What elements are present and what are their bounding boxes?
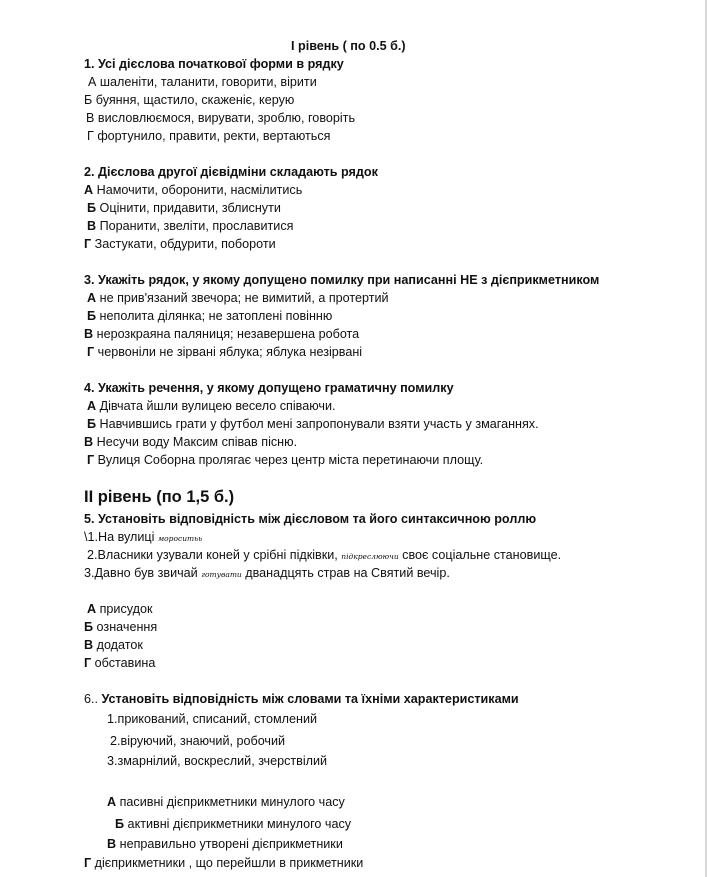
q5-sentence-2-verb: підкреслюючи [341,552,399,561]
q5-answer-g: Г обставина [84,656,156,670]
q6-item-1: 1.прикований, списаний, стомлений [107,712,318,726]
q6-answer-g: Г дієприкметники , що перейшли в прикметники [84,856,364,870]
q1-option-a: А шаленіти, таланити, говорити, вірити [88,75,317,89]
q5-sentence-3: 3.Давно був звичай готувати дванадцять страв на Святий вечір. [84,566,450,580]
level2-title: ІІ рівень (по 1,5 б.) [84,488,235,506]
q2-question: 2. Дієслова другої дієвідміни складають рядок [84,165,378,179]
q2-option-b: Б Оцінити, придавити, зблиснути [87,201,281,215]
q5-answer-a: А присудок [87,602,153,616]
q3-question: 3. Укажіть рядок, у якому допущено помилку при написанні НЕ з дієприкметником [84,273,600,287]
level1-title: І рівень ( по 0.5 б.) [291,39,406,53]
q1-option-g: Г фортунило, правити, ректи, вертаються [87,129,331,143]
q6-item-2: 2.віруючий, знаючий, робочий [110,734,286,748]
q2-option-g: Г Застукати, обдурити, побороти [84,237,276,251]
q5-answer-b: Б означення [84,620,158,634]
q4-option-g: Г Вулиця Соборна пролягає через центр міста перетинаючи площу. [87,453,484,467]
q3-option-g: Г червоніли не зірвані яблука; яблука незірвані [87,345,363,359]
q4-option-v: В Несучи воду Максим співав пісню. [84,435,298,449]
q4-question: 4. Укажіть речення, у якому допущено граматичну помилку [84,381,454,395]
q5-sentence-3-verb: готувати [201,570,242,579]
q5-sentence-1-verb: мороситьь [157,534,203,543]
q6-answer-a: А пасивні дієприкметники минулого часу [107,795,345,809]
q5-sentence-1: \1.На вулиці мороситьь [84,530,203,544]
q5-question: 5. Установіть відповідність між дієсловом та його синтаксичною роллю [84,512,537,526]
q6-item-3: 3.змарнілий, воскреслий, зчерствілий [107,754,328,768]
q3-option-v: В нерозкраяна паляниця; незавершена робота [84,327,360,341]
q4-option-b: Б Навчившись грати у футбол мені запропонували взяти участь у змаганнях. [87,417,539,431]
q1-option-v: В висловлюємося, вирувати, зроблю, говоріть [86,111,355,125]
q4-option-a: А Дівчата йшли вулицею весело співаючи. [87,399,336,413]
q1-question: 1. Усі дієслова початкової форми в рядку [84,57,344,71]
q1-option-b: Б буяння, щастило, скаженіє, керую [84,93,295,107]
q5-answer-v: В додаток [84,638,143,652]
q2-option-a: А Намочити, оборонити, насмілитись [84,183,303,197]
q3-option-b: Б неполита ділянка; не затоплені повінню [87,309,333,323]
q6-question: 6.. Установіть відповідність між словами та їхніми характеристиками [84,692,519,706]
q2-option-v: В Поранити, звеліти, прославитися [87,219,294,233]
q6-answer-b: Б активні дієприкметники минулого часу [115,817,352,831]
q6-answer-v: В неправильно утворені дієприкметники [107,837,343,851]
q3-option-a: А не прив'язаний звечора; не вимитий, а протертий [87,291,389,305]
q5-sentence-2: 2.Власники узували коней у срібні підківки, підкреслюючи своє соціальне становище. [87,548,562,562]
